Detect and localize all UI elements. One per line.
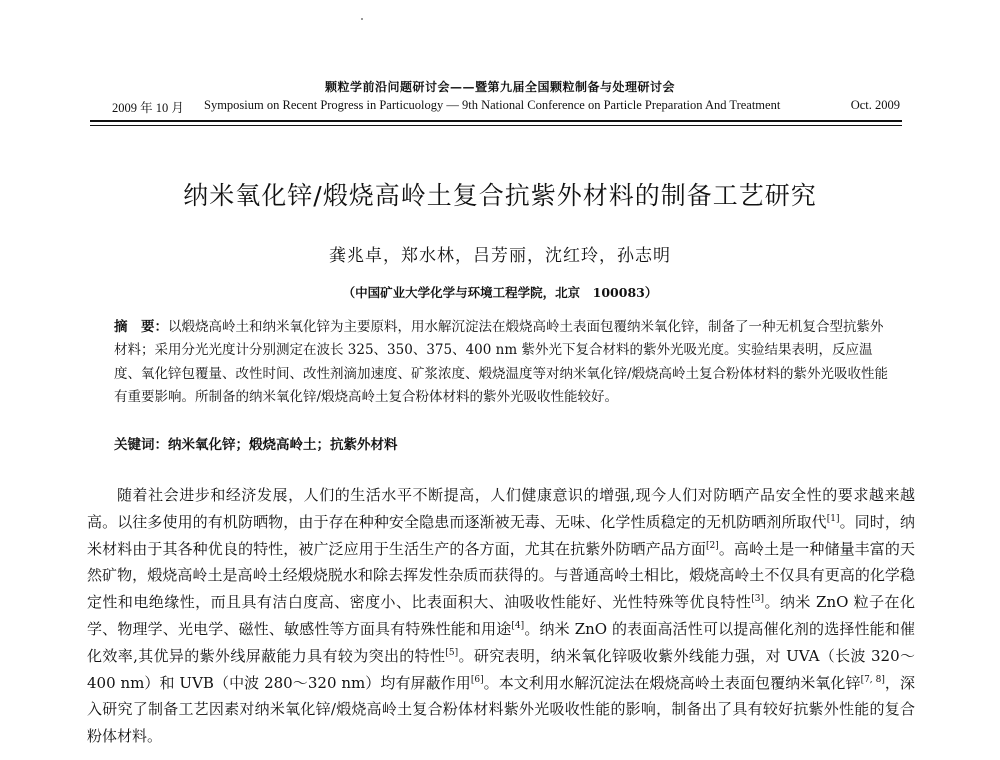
header-symposium-en: Symposium on Recent Progress in Particuology — 9th National Conference on Particle Preparation And Treatment bbox=[204, 98, 781, 112]
running-header bbox=[112, 98, 900, 118]
abstract-text: 以煅烧高岭土和纳米氧化锌为主要原料，用水解沉淀法在煅烧高岭土表面包覆纳米氧化锌，制备了一种无机复合型抗紫外材料；采用分光光度计分别测定在波长 325、350、375、400 nm 紫外光下复合材料的紫外光吸光度。实验结果表明，反应温度、氧化锌包覆量、改性时间、改性剂滴加速度、矿浆浓度、煅烧温度等对纳米氧化锌/煅烧高岭土复合粉体材料的紫外光吸收性能有重要影响。所制备的纳米氧化锌/煅烧高岭土复合粉体材料的紫外光吸收性能较好。 bbox=[114, 319, 889, 406]
keywords bbox=[114, 434, 894, 456]
body-paragraph bbox=[87, 482, 915, 750]
header-rule-thin bbox=[90, 125, 902, 126]
citation-5: [5] bbox=[445, 647, 459, 658]
abstract bbox=[114, 316, 894, 410]
citation-2: [2] bbox=[705, 540, 719, 551]
body-text-2: 。同时，纳米材料由于其各种优良的特性，被广泛应用于生活生产的各方面，尤其在抗紫外防晒产品方面 bbox=[87, 512, 915, 558]
body-text-4: 。纳米 ZnO 粒子在化学、物理学、光电学、磁性、敏感性等方面具有特殊性能和用途 bbox=[87, 593, 915, 638]
body-text-7: 。本文利用水解沉淀法在煅烧高岭土表面包覆纳米氧化锌 bbox=[483, 673, 861, 692]
body-text-3: 。高岭土是一种储量丰富的天然矿物，煅烧高岭土是高岭土经煅烧脱水和除去挥发性杂质而获得的。与普通高岭土相比，煅烧高岭土不仅具有更高的化学稳定性和电绝缘性，而且具有洁白度高、密度小、比表面积大、油吸收性能好、光性特殊等优良特性 bbox=[87, 539, 915, 612]
paper-authors: 龚兆卓，郑水林，吕芳丽，沈红玲，孙志明 bbox=[329, 246, 671, 266]
citation-1: [1] bbox=[826, 513, 840, 524]
body-text-8: ，深入研究了制备工艺因素对纳米氧化锌/煅烧高岭土复合粉体材料紫外光吸收性能的影响，制备出了具有较好抗紫外性能的复合粉体材料。 bbox=[87, 673, 915, 746]
body-text-6: 。研究表明，纳米氧化锌吸收紫外线能力强，对 UVA（长波 320～400 nm）和 UVB（中波 280～320 nm）均有屏蔽作用 bbox=[87, 646, 915, 692]
body-text-5: 。纳米 ZnO 的表面高活性可以提高催化剂的选择性能和催化效率,其优异的紫外线屏蔽能力具有较为突出的特性 bbox=[87, 619, 915, 665]
citation-7: [7, 8] bbox=[860, 674, 885, 685]
body-text-1: 随着社会进步和经济发展，人们的生活水平不断提高，人们健康意识的增强,现今人们对防晒产品安全性的要求越来越高。以往多使用的有机防晒物，由于存在种种安全隐患而逐渐被无毒、无味、化学性质稳定的无机防晒剂所取代 bbox=[87, 486, 915, 531]
conference-title: 颗粒学前沿问题研讨会——暨第九届全国颗粒制备与处理研讨会 bbox=[324, 80, 675, 94]
keywords-label: 关键词： bbox=[114, 437, 168, 453]
header-date-en: Oct. 2009 bbox=[850, 98, 900, 112]
keywords-text: 纳米氧化锌；煅烧高岭土；抗紫外材料 bbox=[168, 437, 398, 453]
paper-affiliation: （中国矿业大学化学与环境工程学院，北京 100083） bbox=[342, 285, 658, 300]
citation-6: [6] bbox=[470, 674, 484, 685]
header-rule-thick bbox=[90, 120, 902, 122]
paper-title: 纳米氧化锌/煅烧高岭土复合抗紫外材料的制备工艺研究 bbox=[183, 181, 817, 210]
citation-3: [3] bbox=[751, 594, 765, 605]
abstract-label: 摘 要： bbox=[114, 319, 168, 335]
citation-4: [4] bbox=[511, 620, 525, 631]
scan-speck bbox=[361, 18, 363, 20]
header-date-cn: 2009 年 10 月 bbox=[112, 101, 184, 115]
